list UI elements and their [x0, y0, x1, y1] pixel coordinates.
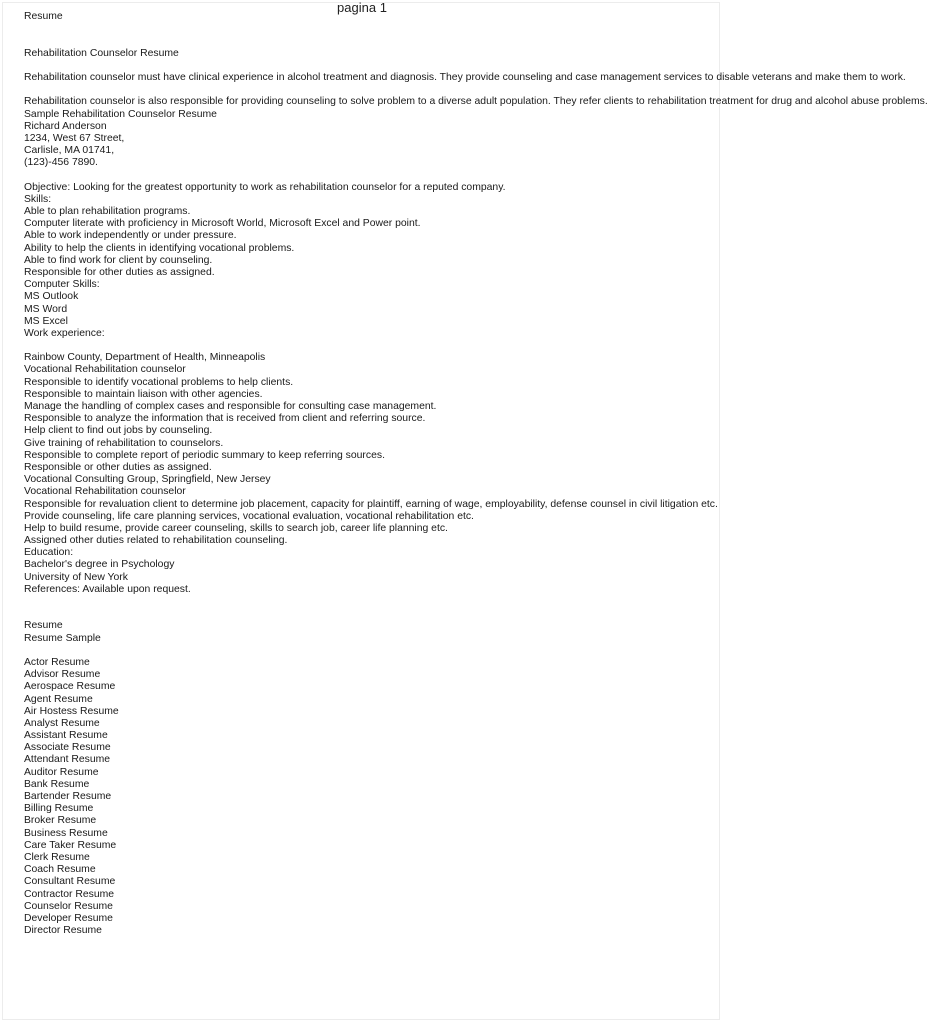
document-body [24, 11, 928, 937]
job-duty: Help to build resume, provide career counseling, skills to search job, career life planning etc. [24, 522, 448, 534]
resume-link[interactable]: Billing Resume [24, 803, 94, 815]
page-number-label: pagina 1 [337, 0, 387, 15]
job-duty: Responsible for revaluation client to determine job placement, capacity for plaintiff, earning of wage, employability, defense counsel in civil litigation etc. [24, 498, 718, 510]
resume-link[interactable]: Advisor Resume [24, 669, 101, 681]
job-position: Vocational Rehabilitation counselor [24, 364, 186, 376]
job-employer: Vocational Consulting Group, Springfield, New Jersey [24, 474, 271, 486]
job-duty: Responsible to identify vocational problems to help clients. [24, 376, 294, 388]
resume-link[interactable]: Attendant Resume [24, 754, 111, 766]
skill-item: Ability to help the clients in identifying vocational problems. [24, 242, 295, 254]
intro-paragraph-1: Rehabilitation counselor must have clinical experience in alcohol treatment and diagnosis. They provide counseling and case management services to disable veterans and make them to work. [24, 71, 906, 83]
resume-links-subheading: Resume Sample [24, 632, 101, 644]
resume-link[interactable]: Associate Resume [24, 742, 111, 754]
resume-link[interactable]: Actor Resume [24, 656, 90, 668]
job-duty: Give training of rehabilitation to counselors. [24, 437, 224, 449]
skill-item: Responsible for other duties as assigned. [24, 266, 215, 278]
work-experience-heading: Work experience: [24, 327, 105, 339]
resume-link[interactable]: Counselor Resume [24, 900, 113, 912]
job-duty: Provide counseling, life care planning services, vocational evaluation, vocational rehabilitation etc. [24, 510, 474, 522]
job-duty: Responsible to analyze the information that is received from client and referring source. [24, 413, 426, 425]
references: References: Available upon request. [24, 583, 191, 595]
resume-link[interactable]: Coach Resume [24, 864, 96, 876]
skill-item: Able to plan rehabilitation programs. [24, 206, 191, 217]
resume-link[interactable]: Contractor Resume [24, 888, 115, 900]
skill-item: Able to find work for client by counseling. [24, 254, 213, 266]
job-duty: Manage the handling of complex cases and responsible for consulting case management. [24, 401, 437, 412]
resume-link[interactable]: Assistant Resume [24, 730, 108, 742]
objective: Objective: Looking for the greatest opportunity to work as rehabilitation counselor for a reputed company. [24, 181, 506, 193]
contact-name: Richard Anderson [24, 120, 107, 132]
job-duty: Assigned other duties related to rehabilitation counseling. [24, 535, 288, 547]
job-position: Vocational Rehabilitation counselor [24, 486, 186, 498]
resume-link[interactable]: Auditor Resume [24, 766, 99, 778]
resume-link[interactable]: Air Hostess Resume [24, 705, 119, 717]
resume-links-heading: Resume [24, 620, 63, 632]
document-heading: Resume [24, 11, 63, 22]
skill-item: Able to work independently or under pressure. [24, 230, 237, 242]
job-duty: Responsible to complete report of periodic summary to keep referring sources. [24, 449, 385, 461]
computer-skills-heading: Computer Skills: [24, 279, 100, 291]
resume-link[interactable]: Broker Resume [24, 815, 97, 827]
document-title: Rehabilitation Counselor Resume [24, 47, 179, 59]
skills-heading: Skills: [24, 193, 52, 205]
computer-skill-item: MS Word [24, 303, 68, 315]
contact-phone: (123)-456 7890. [24, 157, 98, 169]
computer-skill-item: MS Outlook [24, 291, 79, 303]
resume-link[interactable]: Analyst Resume [24, 717, 100, 729]
education-degree: Bachelor's degree in Psychology [24, 559, 175, 571]
education-heading: Education: [24, 547, 74, 559]
resume-link[interactable]: Agent Resume [24, 693, 93, 705]
job-duty: Responsible to maintain liaison with other agencies. [24, 388, 263, 400]
job-employer: Rainbow County, Department of Health, Minneapolis [24, 352, 266, 364]
resume-link[interactable]: Bank Resume [24, 778, 90, 790]
contact-city: Carlisle, MA 01741, [24, 145, 115, 157]
intro-paragraph-2: Rehabilitation counselor is also responsible for providing counseling to solve problem to a diverse adult population. They refer clients to rehabilitation treatment for drug and alcohol abuse problems. [24, 96, 928, 108]
resume-link[interactable]: Clerk Resume [24, 851, 90, 863]
resume-link[interactable]: Aerospace Resume [24, 681, 116, 693]
resume-link[interactable]: Director Resume [24, 925, 102, 937]
contact-street: 1234, West 67 Street, [24, 132, 125, 144]
resume-link[interactable]: Care Taker Resume [24, 839, 117, 851]
resume-link[interactable]: Consultant Resume [24, 876, 116, 888]
job-duty: Responsible or other duties as assigned. [24, 461, 212, 473]
resume-link[interactable]: Business Resume [24, 827, 108, 839]
computer-skill-item: MS Excel [24, 315, 68, 327]
education-school: University of New York [24, 571, 128, 583]
job-duty: Help client to find out jobs by counseling. [24, 425, 213, 437]
sample-title: Sample Rehabilitation Counselor Resume [24, 108, 217, 120]
resume-link[interactable]: Bartender Resume [24, 791, 112, 802]
skill-item: Computer literate with proficiency in Microsoft World, Microsoft Excel and Power point. [24, 218, 421, 230]
resume-link[interactable]: Developer Resume [24, 912, 113, 924]
